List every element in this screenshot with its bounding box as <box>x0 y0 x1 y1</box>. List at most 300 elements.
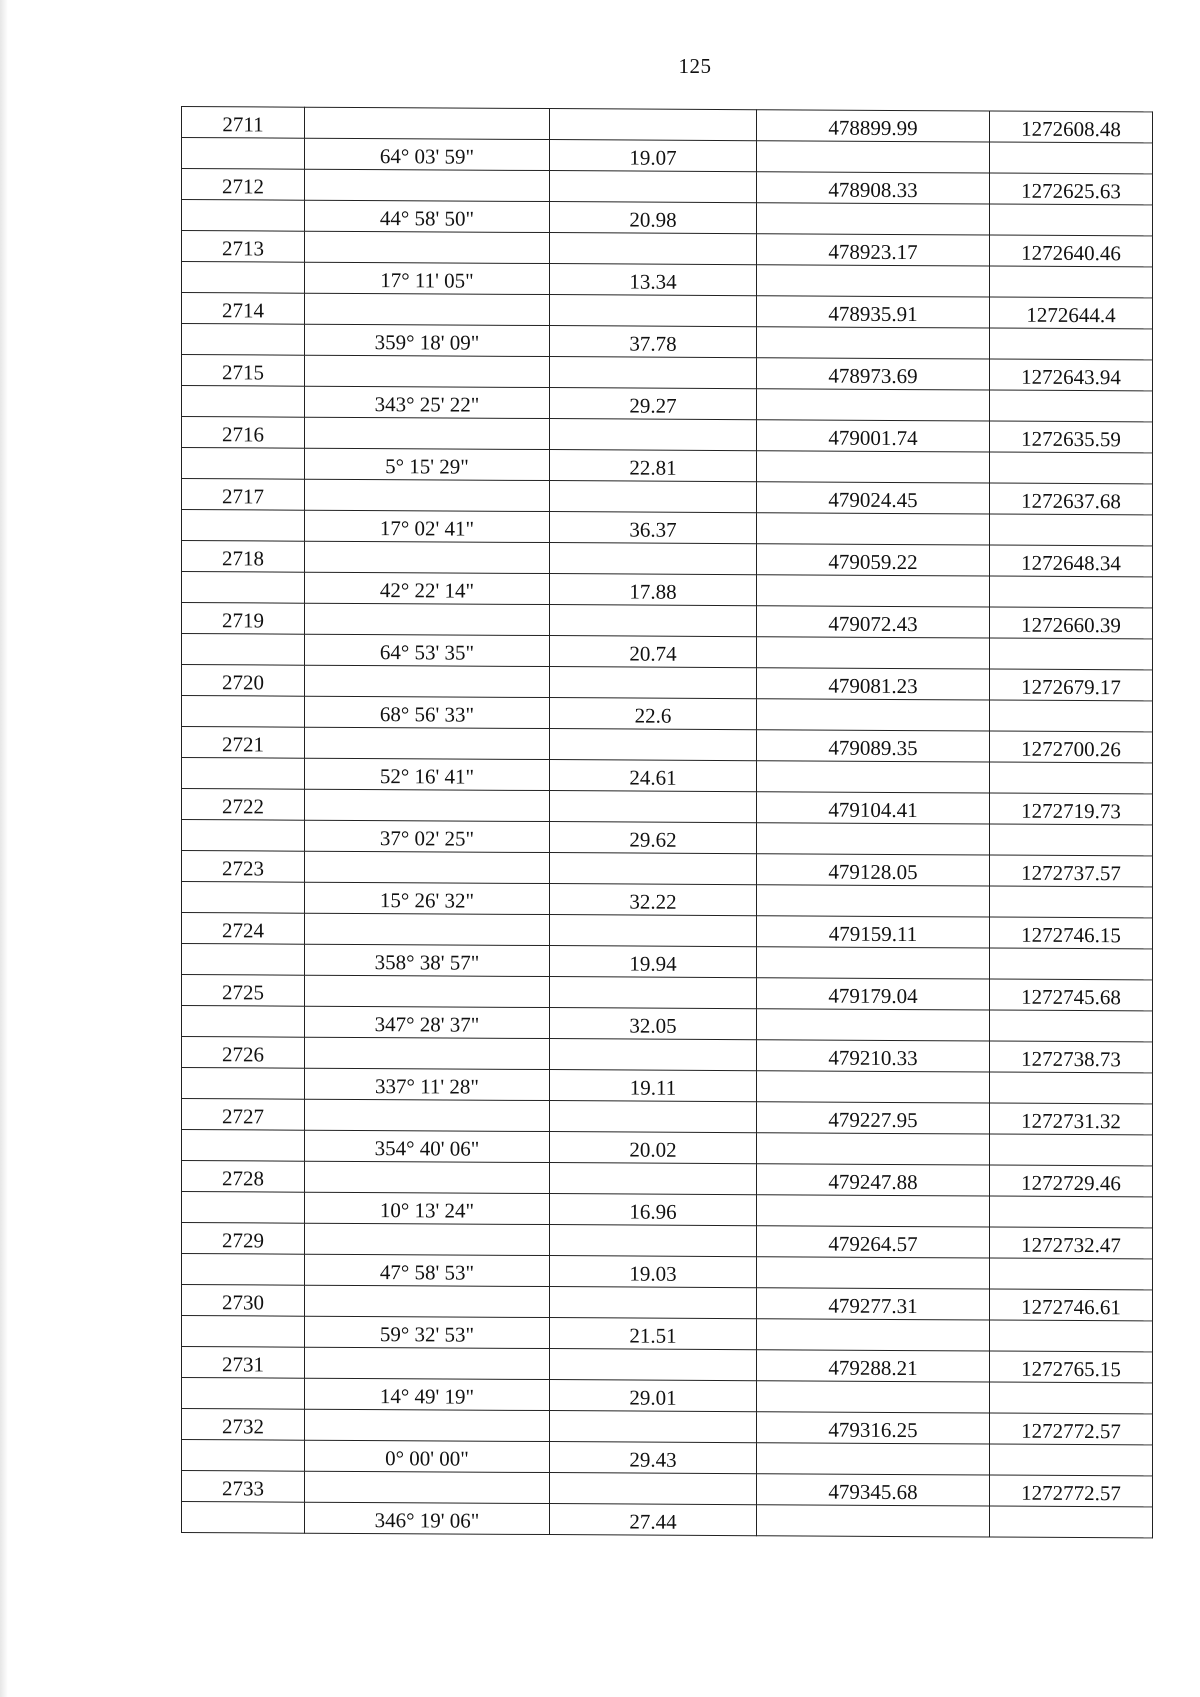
easting-cell-text: 1272608.48 <box>1021 116 1121 142</box>
empty-easting-cell <box>990 1010 1153 1042</box>
northing-cell <box>757 1474 990 1506</box>
empty-point-cell <box>182 138 305 170</box>
empty-point-cell <box>182 1192 305 1224</box>
distance-cell-text: 37.78 <box>629 331 677 356</box>
easting-cell-text: 1272719.73 <box>1021 798 1121 824</box>
easting-cell <box>990 917 1153 949</box>
point-id-cell-text: 2731 <box>222 1352 264 1377</box>
bearing-cell-text: 15° 26' 32" <box>379 888 475 913</box>
empty-northing-cell <box>757 1195 990 1227</box>
northing-cell-text: 479128.05 <box>828 859 918 885</box>
easting-cell-text: 1272731.32 <box>1021 1108 1121 1134</box>
empty-bearing-cell <box>305 665 550 697</box>
distance-cell-text: 29.43 <box>629 1447 677 1472</box>
distance-cell <box>550 574 757 606</box>
easting-cell-text: 1272737.57 <box>1021 860 1121 886</box>
empty-easting-cell <box>990 700 1153 732</box>
distance-cell-text: 17.88 <box>629 579 677 604</box>
easting-cell-text: 1272738.73 <box>1021 1046 1121 1072</box>
empty-distance-cell <box>550 1101 757 1133</box>
northing-cell-text: 479104.41 <box>828 797 918 823</box>
northing-cell <box>757 668 990 700</box>
easting-cell-text: 1272729.46 <box>1021 1170 1121 1196</box>
empty-distance-cell <box>550 357 757 389</box>
empty-bearing-cell <box>305 913 550 945</box>
empty-easting-cell <box>990 576 1153 608</box>
empty-easting-cell <box>990 328 1153 360</box>
distance-cell-text: 29.01 <box>629 1385 677 1410</box>
bearing-cell <box>305 1378 550 1410</box>
page-number: 125 <box>678 54 712 78</box>
easting-cell-text: 1272648.34 <box>1021 550 1121 576</box>
empty-distance-cell <box>550 915 757 947</box>
distance-cell-text: 19.07 <box>629 145 677 170</box>
empty-northing-cell <box>757 451 990 483</box>
bearing-cell <box>305 696 550 728</box>
empty-distance-cell <box>550 419 757 451</box>
distance-cell-text: 22.6 <box>634 703 672 728</box>
point-id-cell-text: 2719 <box>222 608 264 633</box>
easting-cell <box>990 1475 1153 1507</box>
distance-cell-text: 20.02 <box>629 1137 677 1162</box>
empty-bearing-cell <box>305 603 550 635</box>
bearing-cell <box>305 944 550 976</box>
point-id-cell-text: 2725 <box>222 980 264 1005</box>
empty-northing-cell <box>757 1009 990 1041</box>
distance-cell <box>550 202 757 234</box>
distance-cell-text: 24.61 <box>629 765 677 790</box>
empty-northing-cell <box>757 1319 990 1351</box>
empty-easting-cell <box>990 452 1153 484</box>
easting-cell <box>990 545 1153 577</box>
empty-point-cell <box>182 1316 305 1348</box>
distance-cell <box>550 1070 757 1102</box>
empty-bearing-cell <box>305 1161 550 1193</box>
northing-cell <box>757 482 990 514</box>
northing-cell <box>757 1164 990 1196</box>
empty-bearing-cell <box>305 1099 550 1131</box>
distance-cell-text: 21.51 <box>629 1323 677 1348</box>
bearing-cell <box>305 1130 550 1162</box>
empty-easting-cell <box>990 762 1153 794</box>
bearing-cell <box>305 1068 550 1100</box>
empty-distance-cell <box>550 1411 757 1443</box>
empty-bearing-cell <box>305 1347 550 1379</box>
distance-cell-text: 29.62 <box>629 827 677 852</box>
northing-cell <box>757 792 990 824</box>
point-id-cell-text: 2723 <box>222 856 264 881</box>
distance-cell <box>550 1380 757 1412</box>
empty-easting-cell <box>990 886 1153 918</box>
point-id-cell <box>182 851 305 883</box>
easting-cell <box>990 1351 1153 1383</box>
empty-point-cell <box>182 944 305 976</box>
easting-cell <box>990 173 1153 205</box>
bearing-cell <box>305 882 550 914</box>
distance-cell <box>550 760 757 792</box>
empty-distance-cell <box>550 1349 757 1381</box>
empty-northing-cell <box>757 327 990 359</box>
distance-cell <box>550 1504 757 1536</box>
empty-easting-cell <box>990 1382 1153 1414</box>
bearing-cell <box>305 634 550 666</box>
northing-cell-text: 478973.69 <box>828 363 918 389</box>
distance-cell <box>550 1132 757 1164</box>
northing-cell <box>757 358 990 390</box>
empty-northing-cell <box>757 1505 990 1537</box>
northing-cell-text: 478908.33 <box>828 177 918 203</box>
northing-cell-text: 479316.25 <box>828 1417 918 1443</box>
point-id-cell <box>182 1347 305 1379</box>
bearing-cell-text: 44° 58' 50" <box>379 206 475 231</box>
empty-easting-cell <box>990 142 1153 174</box>
northing-cell-text: 479247.88 <box>828 1169 918 1195</box>
easting-cell <box>990 111 1153 143</box>
bearing-cell-text: 337° 11' 28" <box>375 1074 479 1099</box>
bearing-cell-text: 68° 56' 33" <box>379 702 475 727</box>
empty-distance-cell <box>550 1473 757 1505</box>
northing-cell <box>757 296 990 328</box>
point-id-cell <box>182 1285 305 1317</box>
northing-cell-text: 478899.99 <box>828 115 918 141</box>
empty-point-cell <box>182 634 305 666</box>
point-id-cell <box>182 665 305 697</box>
point-id-cell <box>182 727 305 759</box>
empty-northing-cell <box>757 1381 990 1413</box>
empty-northing-cell <box>757 141 990 173</box>
point-id-cell-text: 2728 <box>222 1166 264 1191</box>
point-id-cell-text: 2713 <box>222 236 264 261</box>
empty-easting-cell <box>990 1258 1153 1290</box>
point-id-cell <box>182 417 305 449</box>
distance-cell-text: 20.74 <box>629 641 677 666</box>
empty-point-cell <box>182 696 305 728</box>
empty-easting-cell <box>990 824 1153 856</box>
point-id-cell-text: 2711 <box>222 112 264 137</box>
bearing-cell <box>305 1192 550 1224</box>
distance-cell <box>550 822 757 854</box>
distance-cell-text: 20.98 <box>629 207 677 232</box>
bearing-cell <box>305 1316 550 1348</box>
empty-point-cell <box>182 1130 305 1162</box>
northing-cell-text: 478935.91 <box>828 301 918 327</box>
empty-distance-cell <box>550 1039 757 1071</box>
empty-bearing-cell <box>305 231 550 263</box>
easting-cell <box>990 235 1153 267</box>
easting-cell-text: 1272745.68 <box>1021 984 1121 1010</box>
easting-cell <box>990 855 1153 887</box>
distance-cell-text: 29.27 <box>629 393 677 418</box>
bearing-cell <box>305 386 550 418</box>
distance-cell-text: 22.81 <box>629 455 677 480</box>
empty-bearing-cell <box>305 1409 550 1441</box>
northing-cell-text: 479001.74 <box>828 425 918 451</box>
northing-cell <box>757 234 990 266</box>
empty-bearing-cell <box>305 789 550 821</box>
easting-cell <box>990 1103 1153 1135</box>
point-id-cell-text: 2717 <box>222 484 264 509</box>
empty-bearing-cell <box>305 541 550 573</box>
bearing-cell <box>305 448 550 480</box>
point-id-cell-text: 2722 <box>222 794 264 819</box>
empty-point-cell <box>182 1502 305 1534</box>
easting-cell-text: 1272700.26 <box>1021 736 1121 762</box>
empty-distance-cell <box>550 729 757 761</box>
distance-cell-text: 13.34 <box>629 269 677 294</box>
empty-northing-cell <box>757 885 990 917</box>
empty-bearing-cell <box>305 1285 550 1317</box>
empty-bearing-cell <box>305 851 550 883</box>
bearing-cell-text: 37° 02' 25" <box>379 826 475 851</box>
bearing-cell-text: 47° 58' 53" <box>379 1260 475 1285</box>
empty-bearing-cell <box>305 355 550 387</box>
empty-point-cell <box>182 448 305 480</box>
point-id-cell-text: 2715 <box>222 360 264 385</box>
empty-easting-cell <box>990 390 1153 422</box>
bearing-cell-text: 52° 16' 41" <box>379 764 475 789</box>
easting-cell-text: 1272643.94 <box>1021 364 1121 390</box>
empty-northing-cell <box>757 699 990 731</box>
bearing-cell-text: 64° 03' 59" <box>379 144 475 169</box>
empty-bearing-cell <box>305 1471 550 1503</box>
point-id-cell <box>182 789 305 821</box>
distance-cell-text: 32.05 <box>629 1013 677 1038</box>
distance-cell <box>550 1442 757 1474</box>
empty-distance-cell <box>550 1225 757 1257</box>
survey-table-body <box>182 107 1153 1538</box>
point-id-cell-text: 2729 <box>222 1228 264 1253</box>
point-id-cell-text: 2726 <box>222 1042 264 1067</box>
distance-cell <box>550 636 757 668</box>
easting-cell <box>990 297 1153 329</box>
bearing-cell <box>305 1254 550 1286</box>
northing-cell <box>757 606 990 638</box>
empty-bearing-cell <box>305 1037 550 1069</box>
bearing-cell-text: 59° 32' 53" <box>379 1322 475 1347</box>
distance-cell-text: 16.96 <box>629 1199 677 1224</box>
empty-point-cell <box>182 324 305 356</box>
point-id-cell <box>182 1161 305 1193</box>
page-header <box>0 0 1200 100</box>
empty-distance-cell <box>550 481 757 513</box>
distance-cell-text: 27.44 <box>629 1509 677 1534</box>
empty-northing-cell <box>757 203 990 235</box>
easting-cell <box>990 1413 1153 1445</box>
northing-cell-text: 479159.11 <box>828 921 918 947</box>
northing-cell-text: 479089.35 <box>828 735 918 761</box>
bearing-cell <box>305 324 550 356</box>
point-id-cell <box>182 231 305 263</box>
empty-northing-cell <box>757 823 990 855</box>
bearing-cell-text: 354° 40' 06" <box>374 1136 480 1161</box>
bearing-cell-text: 17° 11' 05" <box>380 268 474 293</box>
point-id-cell <box>182 913 305 945</box>
bearing-cell-text: 14° 49' 19" <box>379 1384 475 1409</box>
point-id-cell <box>182 107 305 139</box>
bearing-cell-text: 359° 18' 09" <box>374 330 480 355</box>
distance-cell <box>550 512 757 544</box>
point-id-cell-text: 2714 <box>222 298 264 323</box>
easting-cell <box>990 1227 1153 1259</box>
point-id-cell <box>182 1099 305 1131</box>
northing-cell <box>757 1102 990 1134</box>
easting-cell-text: 1272732.47 <box>1021 1232 1121 1258</box>
easting-cell <box>990 731 1153 763</box>
easting-cell-text: 1272765.15 <box>1021 1356 1121 1382</box>
distance-cell-text: 32.22 <box>629 889 677 914</box>
empty-easting-cell <box>990 266 1153 298</box>
point-id-cell <box>182 541 305 573</box>
empty-distance-cell <box>550 295 757 327</box>
empty-easting-cell <box>990 1072 1153 1104</box>
bearing-cell <box>305 138 550 170</box>
bearing-cell-text: 346° 19' 06" <box>374 1508 480 1533</box>
distance-cell <box>550 388 757 420</box>
easting-cell-text: 1272644.4 <box>1026 302 1116 328</box>
northing-cell <box>757 916 990 948</box>
distance-cell <box>550 946 757 978</box>
distance-cell <box>550 1318 757 1350</box>
northing-cell-text: 479264.57 <box>828 1231 918 1257</box>
empty-northing-cell <box>757 265 990 297</box>
point-id-cell <box>182 1471 305 1503</box>
distance-cell <box>550 1008 757 1040</box>
northing-cell-text: 479288.21 <box>828 1355 918 1381</box>
easting-cell-text: 1272772.57 <box>1021 1418 1121 1444</box>
empty-point-cell <box>182 386 305 418</box>
easting-cell-text: 1272772.57 <box>1021 1480 1121 1506</box>
empty-northing-cell <box>757 1133 990 1165</box>
empty-northing-cell <box>757 1071 990 1103</box>
empty-distance-cell <box>550 605 757 637</box>
course-row <box>182 1502 1153 1538</box>
easting-cell <box>990 793 1153 825</box>
bearing-cell-text: 64° 53' 35" <box>379 640 475 665</box>
empty-easting-cell <box>990 1196 1153 1228</box>
distance-cell <box>550 698 757 730</box>
empty-easting-cell <box>990 638 1153 670</box>
empty-point-cell <box>182 572 305 604</box>
empty-distance-cell <box>550 171 757 203</box>
easting-cell-text: 1272635.59 <box>1021 426 1121 452</box>
northing-cell <box>757 1226 990 1258</box>
northing-cell <box>757 978 990 1010</box>
empty-distance-cell <box>550 1163 757 1195</box>
bearing-cell-text: 10° 13' 24" <box>379 1198 475 1223</box>
point-id-cell-text: 2716 <box>222 422 264 447</box>
easting-cell <box>990 979 1153 1011</box>
point-id-cell <box>182 1409 305 1441</box>
empty-easting-cell <box>990 948 1153 980</box>
empty-distance-cell <box>550 667 757 699</box>
northing-cell-text: 479072.43 <box>828 611 918 637</box>
easting-cell-text: 1272660.39 <box>1021 612 1121 638</box>
northing-cell <box>757 1288 990 1320</box>
distance-cell-text: 19.11 <box>629 1075 677 1100</box>
empty-northing-cell <box>757 761 990 793</box>
survey-coordinates-table <box>181 106 1153 1538</box>
distance-cell-text: 36.37 <box>629 517 677 542</box>
empty-bearing-cell <box>305 293 550 325</box>
northing-cell-text: 479227.95 <box>828 1107 918 1133</box>
empty-point-cell <box>182 1254 305 1286</box>
empty-bearing-cell <box>305 169 550 201</box>
distance-cell <box>550 326 757 358</box>
empty-northing-cell <box>757 1443 990 1475</box>
easting-cell <box>990 607 1153 639</box>
distance-cell-text: 19.94 <box>629 951 677 976</box>
distance-cell <box>550 1256 757 1288</box>
easting-cell <box>990 1165 1153 1197</box>
empty-bearing-cell <box>305 1223 550 1255</box>
easting-cell <box>990 421 1153 453</box>
empty-bearing-cell <box>305 727 550 759</box>
empty-bearing-cell <box>305 479 550 511</box>
easting-cell-text: 1272637.68 <box>1021 488 1121 514</box>
bearing-cell-text: 347° 28' 37" <box>374 1012 480 1037</box>
easting-cell <box>990 1289 1153 1321</box>
empty-distance-cell <box>550 109 757 141</box>
point-id-cell <box>182 603 305 635</box>
bearing-cell-text: 5° 15' 29" <box>385 454 469 479</box>
empty-point-cell <box>182 1440 305 1472</box>
empty-point-cell <box>182 262 305 294</box>
easting-cell <box>990 1041 1153 1073</box>
distance-cell <box>550 450 757 482</box>
point-id-cell-text: 2730 <box>222 1290 264 1315</box>
empty-easting-cell <box>990 1506 1153 1538</box>
empty-bearing-cell <box>305 417 550 449</box>
empty-bearing-cell <box>305 975 550 1007</box>
empty-easting-cell <box>990 1134 1153 1166</box>
point-id-cell-text: 2732 <box>222 1414 264 1439</box>
empty-easting-cell <box>990 204 1153 236</box>
empty-point-cell <box>182 1006 305 1038</box>
empty-northing-cell <box>757 947 990 979</box>
empty-northing-cell <box>757 389 990 421</box>
point-id-cell-text: 2733 <box>222 1476 264 1501</box>
point-id-cell-text: 2712 <box>222 174 264 199</box>
northing-cell-text: 479081.23 <box>828 673 918 699</box>
easting-cell-text: 1272746.15 <box>1021 922 1121 948</box>
northing-cell <box>757 172 990 204</box>
point-id-cell-text: 2721 <box>222 732 264 757</box>
northing-cell <box>757 420 990 452</box>
point-id-cell <box>182 1037 305 1069</box>
point-id-cell-text: 2718 <box>222 546 264 571</box>
empty-distance-cell <box>550 853 757 885</box>
empty-easting-cell <box>990 1320 1153 1352</box>
northing-cell-text: 479277.31 <box>828 1293 918 1319</box>
empty-easting-cell <box>990 514 1153 546</box>
scan-edge-shadow <box>0 0 8 1697</box>
point-id-cell <box>182 1223 305 1255</box>
northing-cell-text: 478923.17 <box>828 239 918 265</box>
point-id-cell <box>182 975 305 1007</box>
bearing-cell <box>305 758 550 790</box>
point-id-cell <box>182 479 305 511</box>
northing-cell <box>757 1350 990 1382</box>
northing-cell <box>757 730 990 762</box>
bearing-cell-text: 343° 25' 22" <box>374 392 480 417</box>
distance-cell-text: 19.03 <box>629 1261 677 1286</box>
empty-point-cell <box>182 882 305 914</box>
bearing-cell-text: 0° 00' 00" <box>385 1446 469 1471</box>
empty-point-cell <box>182 510 305 542</box>
bearing-cell <box>305 820 550 852</box>
empty-point-cell <box>182 820 305 852</box>
bearing-cell-text: 42° 22' 14" <box>379 578 475 603</box>
